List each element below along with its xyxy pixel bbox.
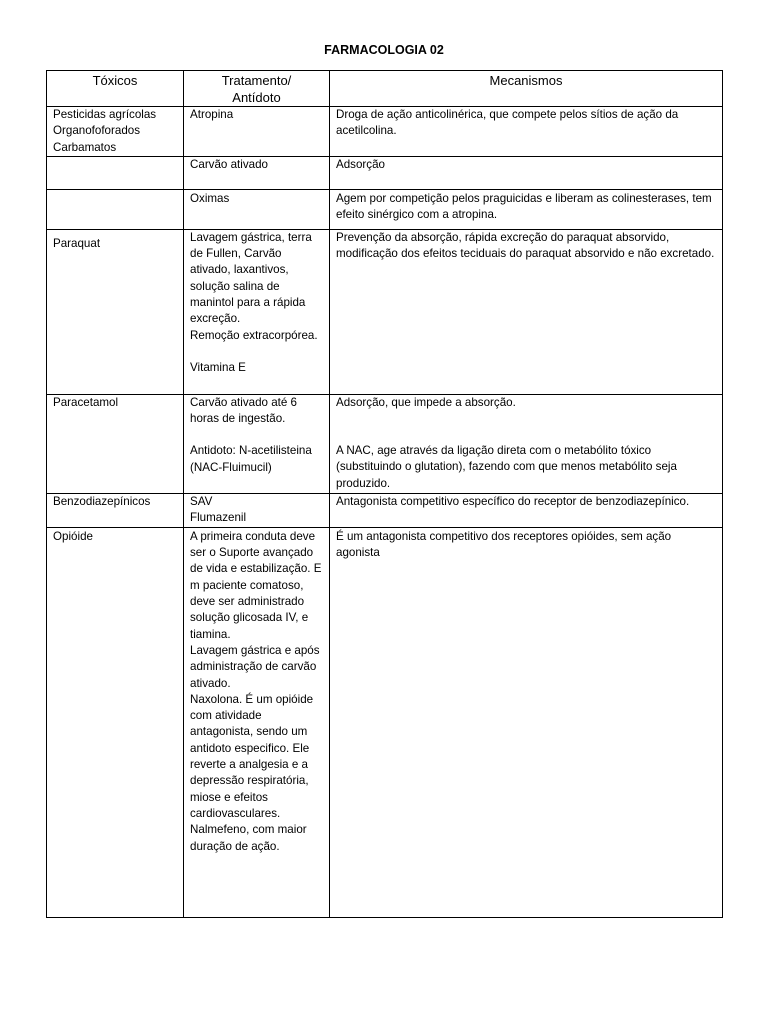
toxico-paraquat: Paraquat — [47, 229, 184, 394]
table-row — [47, 189, 723, 229]
tratamento-cell: Carvão ativado até 6 horas de ingestão. Antidoto: N-acetilisteina (NAC-Fluimucil) — [184, 394, 330, 493]
toxico-benzodiazepinicos: Benzodiazepínicos — [47, 493, 184, 527]
tratamento-cell: SAV Flumazenil — [184, 493, 330, 527]
tratamento-cell: Atropina — [184, 107, 330, 157]
mecanismo-cell: Prevenção da absorção, rápida excreção do paraquat absorvido, modificação dos efeitos teciduais do paraquat absorvido e não excretado. — [330, 229, 723, 394]
tratamento-cell: Lavagem gástrica, terra de Fullen, Carvão ativado, laxantivos, solução salina de manintol para a rápida excreção. Remoção extracorpórea. Vitamina E — [184, 229, 330, 394]
table-row — [47, 229, 723, 394]
table-row — [47, 107, 723, 157]
mecanismo-cell: Antagonista competitivo específico do receptor de benzodiazepínico. — [330, 493, 723, 527]
tratamento-cell: Oximas — [184, 189, 330, 229]
table-header-row — [47, 71, 723, 107]
toxico-opioide: Opióide — [47, 527, 184, 917]
toxicology-table — [46, 70, 723, 918]
mecanismo-cell: Adsorção, que impede a absorção. A NAC, age através da ligação direta com o metabólito tóxico (substituindo o glutation), fazendo com que menos metabólito seja produzido. — [330, 394, 723, 493]
toxico-paracetamol: Paracetamol — [47, 394, 184, 493]
toxico-cell-empty — [47, 156, 184, 189]
mecanismo-cell: É um antagonista competitivo dos receptores opióides, sem ação agonista — [330, 527, 723, 917]
tratamento-cell: Carvão ativado — [184, 156, 330, 189]
table-row — [47, 527, 723, 917]
toxico-pesticidas: Pesticidas agrícolas Organofoforados Carbamatos — [47, 107, 184, 157]
table-row — [47, 394, 723, 493]
table-row — [47, 156, 723, 189]
header-mecanismos: Mecanismos — [330, 71, 723, 107]
tratamento-cell: A primeira conduta deve ser o Suporte avançado de vida e estabilização. E m paciente comatoso, deve ser administrado solução glicosada IV, e tiamina. Lavagem gástrica e após administração de carvão ativado. Naxolona. É um opióide com atividade antagonista, sendo um antidoto especifico. Ele reverte a analgesia e a depressão respiratória, miose e efeitos cardiovasculares. Nalmefeno, com maior duração de ação. — [184, 527, 330, 917]
toxico-cell-empty — [47, 189, 184, 229]
mecanismo-cell: Agem por competição pelos praguicidas e liberam as colinesterases, tem efeito sinérgico com a atropina. — [330, 189, 723, 229]
page-title: FARMACOLOGIA 02 — [324, 43, 444, 57]
header-tratamento: Tratamento/ Antídoto — [184, 71, 330, 107]
header-toxicos: Tóxicos — [47, 71, 184, 107]
mecanismo-cell: Adsorção — [330, 156, 723, 189]
table-row — [47, 493, 723, 527]
mecanismo-cell: Droga de ação anticolinérica, que compete pelos sítios de ação da acetilcolina. — [330, 107, 723, 157]
